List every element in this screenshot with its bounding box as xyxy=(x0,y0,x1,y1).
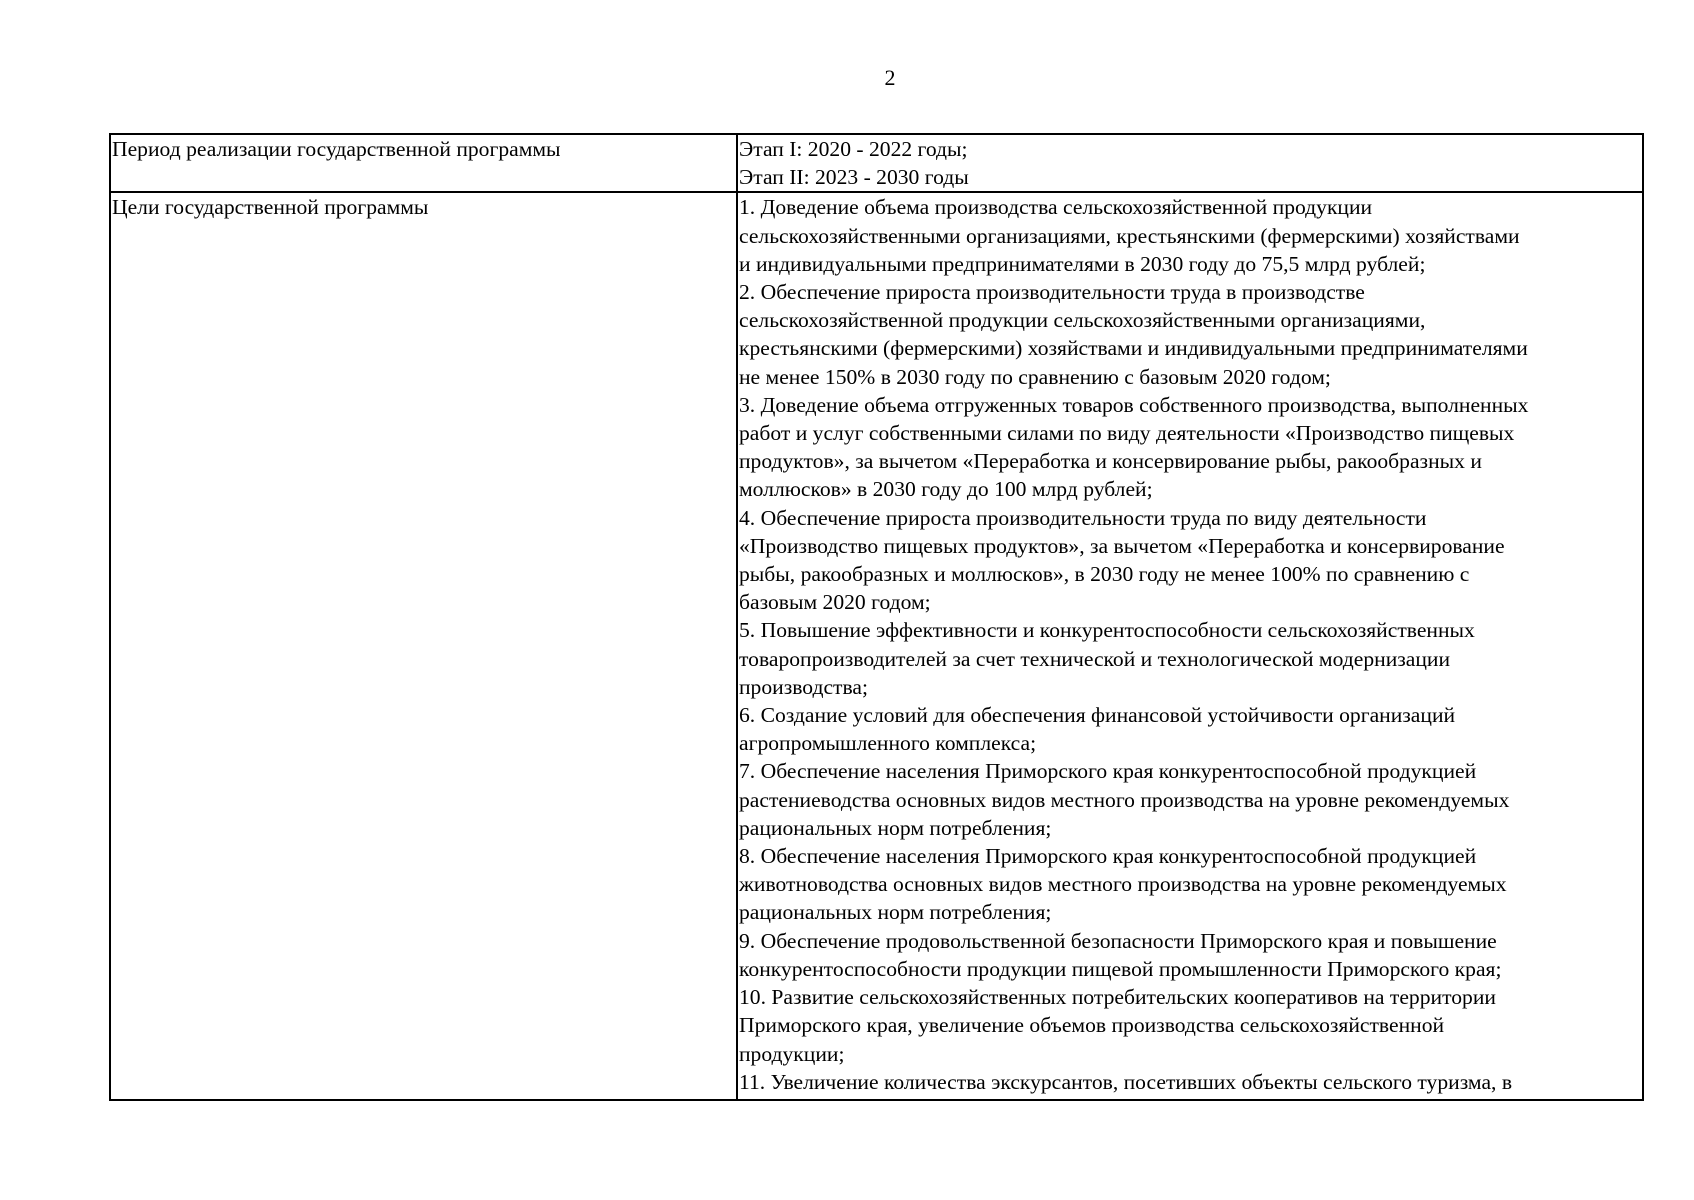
program-passport-table xyxy=(109,133,1644,1101)
goal-line: сельскохозяйственными организациями, крестьянскими (фермерскими) хозяйствами xyxy=(739,223,1520,248)
goal-line: производства; xyxy=(739,674,868,699)
table-row-goals xyxy=(110,192,1643,1100)
goal-line: 8. Обеспечение населения Приморского края конкурентоспособной продукцией xyxy=(739,844,1477,869)
goal-line: не менее 150% в 2030 году по сравнению с базовым 2020 годом; xyxy=(739,364,1331,389)
goal-line: крестьянскими (фермерскими) хозяйствами и индивидуальными предпринимателями xyxy=(739,336,1528,361)
period-line: Этап II: 2023 - 2030 годы xyxy=(739,165,969,190)
goal-line: 4. Обеспечение прироста производительности труда по виду деятельности xyxy=(739,505,1427,530)
goal-line: продукции; xyxy=(739,1041,845,1066)
period-line: Этап I: 2020 - 2022 годы; xyxy=(739,137,968,161)
goal-line: «Производство пищевых продуктов», за вычетом «Переработка и консервирование xyxy=(739,533,1505,558)
goal-line: рациональных норм потребления; xyxy=(739,900,1052,925)
table-row-period xyxy=(110,134,1643,192)
goal-line: моллюсков» в 2030 году до 100 млрд рублей; xyxy=(739,477,1153,502)
goal-line: растениеводства основных видов местного производства на уровне рекомендуемых xyxy=(739,787,1510,812)
goal-line: 6. Создание условий для обеспечения финансовой устойчивости организаций xyxy=(739,703,1456,728)
goal-line: 9. Обеспечение продовольственной безопасности Приморского края и повышение xyxy=(739,928,1497,953)
page-number: 2 xyxy=(884,65,896,90)
goal-line: сельскохозяйственной продукции сельскохозяйственными организациями, xyxy=(739,308,1426,333)
goal-line: агропромышленного комплекса; xyxy=(739,731,1037,756)
goal-line: работ и услуг собственными силами по виду деятельности «Производство пищевых xyxy=(739,421,1515,446)
goal-line: 3. Доведение объема отгруженных товаров собственного производства, выполненных xyxy=(739,392,1529,417)
goal-line: товаропроизводителей за счет технической и технологической модернизации xyxy=(739,646,1451,671)
goal-line: животноводства основных видов местного производства на уровне рекомендуемых xyxy=(739,872,1507,897)
goal-line: 2. Обеспечение прироста производительности труда в производстве xyxy=(739,280,1365,305)
goals-label: Цели государственной программы xyxy=(110,192,737,1100)
goal-line: и индивидуальными предпринимателями в 2030 году до 75,5 млрд рублей; xyxy=(739,251,1426,276)
goals-value xyxy=(737,192,1643,1100)
period-label: Период реализации государственной программы xyxy=(110,134,737,192)
goal-line: базовым 2020 годом; xyxy=(739,590,931,615)
goal-line: 11. Увеличение количества экскурсантов, посетивших объекты сельского туризма, в xyxy=(739,1069,1513,1094)
goal-line: 1. Доведение объема производства сельскохозяйственной продукции xyxy=(739,195,1373,220)
goal-line: продуктов», за вычетом «Переработка и консервирование рыбы, ракообразных и xyxy=(739,449,1482,474)
goal-line: рыбы, ракообразных и моллюсков», в 2030 году не менее 100% по сравнению с xyxy=(739,562,1470,587)
goal-line: 5. Повышение эффективности и конкурентоспособности сельскохозяйственных xyxy=(739,618,1475,643)
goal-line: Приморского края, увеличение объемов производства сельскохозяйственной xyxy=(739,1013,1445,1038)
goal-line: 10. Развитие сельскохозяйственных потребительских кооперативов на территории xyxy=(739,985,1496,1010)
goal-line: 7. Обеспечение населения Приморского края конкурентоспособной продукцией xyxy=(739,759,1477,784)
period-value xyxy=(737,134,1643,192)
goal-line: рациональных норм потребления; xyxy=(739,815,1052,840)
goal-line: конкурентоспособности продукции пищевой промышленности Приморского края; xyxy=(739,956,1502,981)
